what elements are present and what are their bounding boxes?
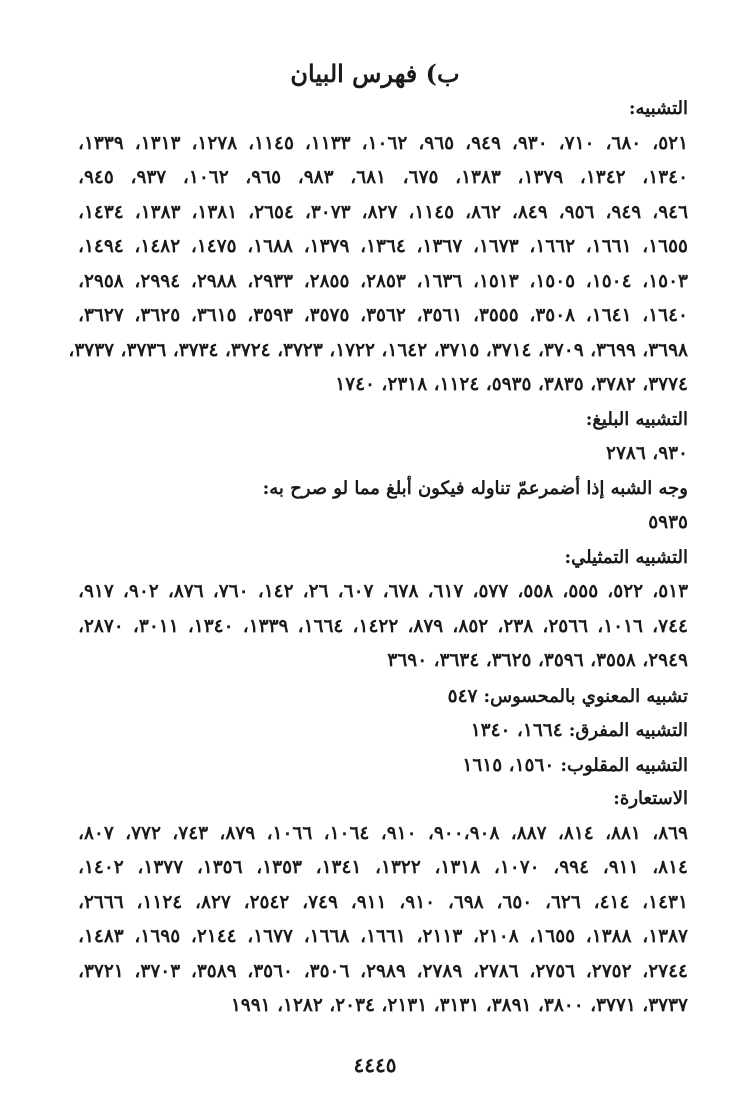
reference-line: ١٣٤٠، ١٣٤٢، ١٣٧٩، ١٣٨٣، ٦٧٥، ٦٨١، ٩٨٣، ٩٦٥، ١٠٦٢، ٩٣٧، ٩٤٥، [78, 167, 689, 188]
reference-line: ١٣٨٧، ١٣٨٨، ١٦٥٥، ٢١٠٨، ٢١١٣، ١٦٦١، ١٦٦٨، ١٦٧٧، ٢١٤٤، ١٦٩٥، ١٤٨٣، [78, 926, 688, 947]
reference-line: ١٤٣١، ٤١٤، ٦٢٦، ٦٥٠، ٦٩٨، ٩١٠، ٩١١، ٧٤٩، ٢٥٤٢، ٨٢٧، ١١٢٤، ٢٦٦٦، [78, 891, 688, 913]
reference-line: ٣٧٧٤، ٣٧٨٢، ٣٨٣٥، ٥٩٣٥، ١١٢٤، ٢٣١٨، ١٧٤٠ [335, 374, 688, 395]
page-title: ب) فهرس البيان [290, 59, 460, 88]
section-tashbih-manawi [78, 679, 688, 714]
reference-line: ١٥٠٣، ١٥٠٤، ١٥٠٥، ١٥١٣، ١٦٣٦، ٢٨٥٣، ٢٨٥٥، ٢٩٣٣، ٢٩٨٨، ٢٩٩٤، ٢٩٥٨، [78, 270, 688, 292]
page-number: ٤٤٤٥ [353, 1053, 397, 1077]
reference-line: ٥١٣، ٥٢٢، ٥٥٥، ٥٥٨، ٥٧٧، ٦١٧، ٦٧٨، ٦٠٧، ٢٦، ١٤٢، ٧٦٠، ٨٧٦، ٩٠٢، ٩١٧، [78, 581, 689, 602]
section-heading-tashbih-manawi: تشبيه المعنوي بالمحسوس: [483, 685, 688, 707]
section-tashbih-mufarraq [78, 713, 688, 748]
reference-line: ٨١٤، ٩١١، ٩٩٤، ١٠٧٠، ١٣١٨، ١٣٢٢، ١٣٤١، ١٣٥٣، ١٣٥٦، ١٣٧٧، ١٤٠٢، [78, 857, 688, 878]
reference-line: ٣٧٣٧، ٣٧٧١، ٣٨٠٠، ٣٨٩١، ٣١٣١، ٢١٣١، ٢٠٣٤، ١٢٨٢، ١٩٩١ [230, 995, 688, 1016]
reference-value: ٥٤٧ [447, 685, 478, 707]
section-tashbih-maqlub [78, 748, 688, 783]
section-heading-istiara: الاستعارة: [613, 788, 688, 809]
section-heading-tashbih-tamthili: التشبيه التمثيلي: [564, 546, 688, 568]
reference-value: ١٦٦٤، ١٣٤٠ [470, 720, 563, 741]
section-heading-tashbih-maqlub: التشبيه المقلوب: [560, 754, 688, 776]
section-heading-tashbih: التشبيه: [628, 98, 688, 119]
section-heading-tashbih-baligh: التشبيه البليغ: [585, 408, 688, 430]
section-heading-wajh-shabah: وجه الشبه إذا أضمرعمّ تناوله فيكون أبلغ مما لو صرح به: [262, 477, 688, 499]
reference-line: ٣٦٩٨، ٣٦٩٩، ٣٧٠٩، ٣٧١٤، ٣٧١٥، ١٦٤٢، ١٧٢٢، ٣٧٢٣، ٣٧٢٤، ٣٧٣٤، ٣٧٣٦، ٣٧٣٧، [68, 339, 688, 361]
reference-line: ٢٩٤٩، ٣٥٥٨، ٣٥٩٦، ٣٦٢٥، ٣٦٣٤، ٣٦٩٠ [387, 650, 688, 671]
index-content [68, 92, 689, 1024]
reference-line: ٧٤٤، ١٠١٦، ٢٥٦٦، ٢٣٨، ٨٥٢، ٨٧٩، ١٤٢٢، ١٦٦٤، ١٣٣٩، ١٣٤٠، ٣٠١١، ٢٨٧٠، [78, 615, 688, 637]
reference-line: ٩٣٠، ٢٧٨٦ [606, 443, 688, 464]
reference-value: ١٥٦٠، ١٦١٥ [462, 754, 555, 776]
reference-line: ٢٧٤٤، ٢٧٥٢، ٢٧٥٦، ٢٧٨٦، ٢٧٨٩، ٢٩٨٩، ٣٥٠٦، ٣٥٦٠، ٣٥٨٩، ٣٧٠٣، ٣٧٢١، [78, 960, 688, 982]
section-heading-tashbih-mufarraq: التشبيه المفرق: [568, 720, 688, 741]
reference-line: ١٦٤٠، ١٦٤١، ٣٥٠٨، ٣٥٥٥، ٣٥٦١، ٣٥٦٢، ٣٥٧٥، ٣٥٩٣، ٣٦١٥، ٣٦٢٥، ٣٦٢٧، [78, 305, 688, 326]
reference-line: ٥٩٣٥ [648, 512, 688, 533]
reference-line: ١٦٥٥، ١٦٦١، ١٦٦٢، ١٦٧٣، ١٣٦٧، ١٣٦٤، ١٣٧٩، ١٦٨٨، ١٤٧٥، ١٤٨٢، ١٤٩٤، [78, 236, 688, 257]
reference-line: ٥٢١، ٦٨٠، ٧١٠، ٩٣٠، ٩٤٩، ٩٦٥، ١٠٦٢، ١١٣٣، ١١٤٥، ١٢٧٨، ١٣١٣، ١٣٣٩، [78, 132, 689, 154]
reference-line: ٩٤٦، ٩٤٩، ٩٥٦، ٨٤٩، ٨٦٢، ١١٤٥، ٨٢٧، ٣٠٧٣، ٢٦٥٤، ١٣٨١، ١٣٨٣، ١٤٣٤، [78, 201, 689, 223]
reference-line: ٨٦٩، ٨٨١، ٨١٤، ٨٨٧، ٩٠٠،٩٠٨، ٩١٠، ١٠٦٤، ١٠٦٦، ٨٧٩، ٧٤٣، ٧٧٢، ٨٠٧، [78, 822, 688, 844]
